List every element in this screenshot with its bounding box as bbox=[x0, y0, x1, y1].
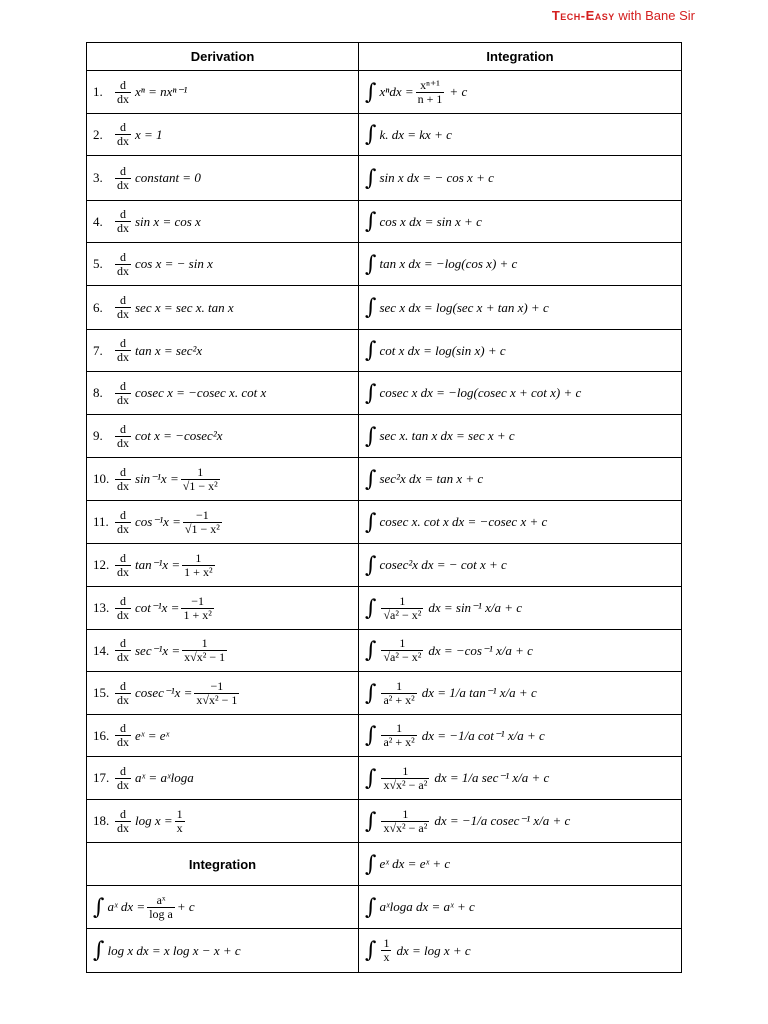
table-row bbox=[87, 715, 682, 757]
integral-fraction bbox=[381, 680, 416, 706]
derivative-expression: aˣ = aˣloga bbox=[135, 770, 194, 785]
integration-cell bbox=[359, 757, 682, 800]
integral-fraction-numerator: 1 bbox=[381, 680, 416, 694]
formula-table bbox=[86, 42, 682, 973]
derivative-expression: constant = 0 bbox=[135, 170, 201, 185]
row-number: 16. bbox=[93, 727, 110, 743]
integration-cell bbox=[359, 587, 682, 630]
derivative-operator bbox=[115, 595, 131, 621]
derivative-operator-numerator: d bbox=[115, 380, 131, 394]
integration-formula bbox=[365, 79, 681, 105]
integration-formula bbox=[365, 166, 681, 191]
derivative-operator-numerator: d bbox=[115, 765, 131, 779]
integral-fraction-denominator: x bbox=[383, 950, 390, 964]
brand-name: Tech-Easy bbox=[551, 8, 615, 23]
derivative-operator-denominator: dx bbox=[117, 91, 129, 106]
integral-result: dx = 1/a tan⁻¹ x/a + c bbox=[421, 685, 537, 700]
derivative-operator bbox=[115, 380, 131, 406]
integral-sign: ∫ bbox=[365, 894, 377, 920]
derivative-result-fraction-numerator: −1 bbox=[181, 595, 213, 609]
derivation-formula bbox=[93, 165, 358, 191]
table-header-row bbox=[87, 43, 682, 71]
derivation-cell bbox=[87, 156, 359, 201]
integration-header: Integration bbox=[359, 43, 682, 71]
table-row bbox=[87, 800, 682, 843]
integral-expression: aˣ dx = bbox=[107, 899, 146, 914]
derivative-result-fraction-denominator: √1 − x² bbox=[184, 521, 220, 536]
row-number: 7. bbox=[93, 342, 103, 358]
integral-sign: ∫ bbox=[365, 808, 377, 834]
integration-cell bbox=[359, 715, 682, 757]
derivation-cell bbox=[87, 458, 359, 501]
derivative-operator bbox=[115, 637, 131, 663]
integration-cell bbox=[359, 630, 682, 672]
integral-expression: cosec x dx = −log(cosec x + cot x) + c bbox=[379, 385, 582, 400]
formula-rows bbox=[87, 71, 682, 973]
integral-expression: cosec²x dx = − cot x + c bbox=[379, 557, 507, 572]
integral-fraction bbox=[381, 937, 391, 963]
integration-formula bbox=[365, 209, 681, 234]
table-row bbox=[87, 286, 682, 330]
integral-sign: ∫ bbox=[365, 295, 377, 320]
derivative-operator-numerator: d bbox=[115, 808, 131, 822]
integral-sign: ∫ bbox=[365, 122, 377, 147]
derivative-result-fraction bbox=[175, 808, 185, 834]
integral-fraction-denominator: √a² − x² bbox=[383, 650, 422, 664]
derivative-operator-denominator: dx bbox=[117, 564, 129, 579]
derivative-expression: cos x = − sin x bbox=[135, 256, 213, 271]
derivative-result-fraction bbox=[183, 509, 222, 535]
derivative-result-fraction bbox=[181, 466, 220, 492]
derivation-cell bbox=[87, 286, 359, 330]
integral-fraction bbox=[381, 637, 423, 663]
derivative-operator-denominator: dx bbox=[117, 478, 129, 493]
derivative-operator bbox=[115, 808, 131, 834]
integral-fraction-numerator: 1 bbox=[383, 936, 390, 951]
derivative-operator-denominator: dx bbox=[117, 263, 129, 278]
derivation-formula bbox=[93, 79, 358, 105]
derivative-operator-denominator: dx bbox=[117, 177, 129, 192]
integral-result: dx = −cos⁻¹ x/a + c bbox=[428, 642, 533, 658]
derivative-operator-numerator: d bbox=[115, 208, 131, 222]
derivative-operator-denominator: dx bbox=[117, 392, 129, 407]
integration-cell bbox=[359, 330, 682, 372]
table-row bbox=[87, 501, 682, 544]
integral-sign: ∫ bbox=[365, 165, 377, 191]
table-row bbox=[87, 672, 682, 715]
integral-result: dx = −1/a cosec⁻¹ x/a + c bbox=[434, 813, 571, 828]
integral-expression: eˣ dx = eˣ + c bbox=[379, 856, 451, 871]
derivative-operator-denominator: dx bbox=[117, 692, 129, 707]
row-number: 14. bbox=[93, 642, 110, 658]
integral-expression: sec x. tan x dx = sec x + c bbox=[379, 428, 515, 443]
integral-fraction-numerator: 1 bbox=[381, 808, 429, 822]
brand-tagline: with Bane Sir bbox=[618, 8, 695, 23]
derivation-cell bbox=[87, 672, 359, 715]
derivative-operator-numerator: d bbox=[115, 637, 131, 651]
derivation-cell bbox=[87, 757, 359, 800]
derivation-formula bbox=[93, 808, 358, 834]
integration-cell bbox=[359, 501, 682, 544]
derivation-cell bbox=[87, 501, 359, 544]
derivative-operator-numerator: d bbox=[115, 79, 131, 93]
derivation-cell bbox=[87, 372, 359, 415]
row-number: 5. bbox=[93, 256, 103, 271]
derivation-formula bbox=[93, 552, 358, 578]
derivative-result-fraction-numerator: 1 bbox=[181, 466, 220, 480]
derivative-expression: sin x = cos x bbox=[135, 213, 201, 229]
integral-fraction-denominator: x√x² − a² bbox=[383, 820, 428, 835]
row-number: 8. bbox=[93, 385, 103, 400]
table-row bbox=[87, 458, 682, 501]
derivative-operator-numerator: d bbox=[115, 294, 131, 308]
table-row bbox=[87, 843, 682, 886]
derivative-result-fraction bbox=[181, 595, 213, 621]
derivative-operator bbox=[115, 509, 131, 535]
derivative-operator-denominator: dx bbox=[117, 435, 129, 450]
integral-expression: cos x dx = sin x + c bbox=[379, 213, 482, 229]
derivative-operator-denominator: dx bbox=[117, 350, 129, 364]
derivative-result-fraction-denominator: 1 + x² bbox=[184, 564, 213, 579]
integration-cell bbox=[87, 886, 359, 929]
table-row bbox=[87, 71, 682, 114]
integration-cell bbox=[359, 201, 682, 243]
integration-formula bbox=[365, 295, 681, 320]
integral-fraction bbox=[416, 79, 445, 105]
derivation-formula bbox=[93, 637, 358, 663]
integration-cell bbox=[359, 458, 682, 501]
row-number: 18. bbox=[93, 813, 110, 828]
integral-fraction bbox=[381, 722, 416, 748]
table-row bbox=[87, 757, 682, 800]
derivation-cell bbox=[87, 71, 359, 114]
derivative-expression: tan x = sec²x bbox=[135, 342, 203, 358]
integration-formula bbox=[365, 381, 681, 406]
derivative-operator bbox=[115, 466, 131, 492]
derivative-operator bbox=[115, 251, 131, 277]
derivative-operator bbox=[115, 337, 131, 363]
integration-formula bbox=[365, 424, 681, 449]
table-row bbox=[87, 156, 682, 201]
derivative-operator-numerator: d bbox=[115, 595, 131, 609]
derivation-cell bbox=[87, 544, 359, 587]
integration-cell bbox=[359, 800, 682, 843]
table-row bbox=[87, 886, 682, 929]
integration-formula bbox=[365, 680, 681, 706]
derivative-expression: sec x = sec x. tan x bbox=[135, 299, 234, 315]
derivation-cell bbox=[87, 201, 359, 243]
derivative-operator-denominator: dx bbox=[117, 820, 129, 835]
derivative-operator bbox=[115, 722, 131, 748]
derivative-operator bbox=[115, 121, 131, 147]
table-row bbox=[87, 415, 682, 458]
derivation-cell bbox=[87, 715, 359, 757]
derivation-formula bbox=[93, 466, 358, 492]
row-number: 2. bbox=[93, 126, 103, 142]
integral-result: + c bbox=[449, 84, 468, 99]
integration-cell bbox=[359, 156, 682, 201]
integral-expression: cot x dx = log(sin x) + c bbox=[379, 342, 506, 358]
row-number: 9. bbox=[93, 428, 103, 443]
integration-cell bbox=[359, 672, 682, 715]
integral-sign: ∫ bbox=[365, 79, 377, 105]
integral-sign: ∫ bbox=[365, 638, 377, 663]
derivative-operator bbox=[115, 552, 131, 578]
integral-fraction-denominator: a² + x² bbox=[383, 735, 415, 749]
derivative-operator-numerator: d bbox=[115, 165, 131, 179]
integral-sign: ∫ bbox=[365, 338, 377, 363]
integral-sign: ∫ bbox=[365, 765, 377, 791]
integration-formula bbox=[365, 510, 681, 535]
derivation-cell bbox=[87, 630, 359, 672]
integral-sign: ∫ bbox=[365, 680, 377, 706]
derivative-operator-denominator: dx bbox=[117, 650, 129, 664]
table-row bbox=[87, 587, 682, 630]
integration-formula bbox=[365, 895, 681, 920]
derivative-result-fraction-denominator: x√x² − 1 bbox=[196, 692, 238, 707]
derivation-cell bbox=[87, 243, 359, 286]
derivation-cell bbox=[87, 800, 359, 843]
derivation-formula bbox=[93, 722, 358, 748]
derivative-operator-numerator: d bbox=[115, 466, 131, 480]
integral-result: dx = −1/a cot⁻¹ x/a + c bbox=[421, 727, 545, 743]
derivation-formula bbox=[93, 423, 358, 449]
derivative-operator-numerator: d bbox=[115, 251, 131, 265]
integral-fraction bbox=[381, 765, 429, 791]
derivative-operator bbox=[115, 765, 131, 791]
derivative-operator bbox=[115, 294, 131, 320]
row-number: 11. bbox=[93, 514, 109, 529]
derivative-result-fraction bbox=[194, 680, 239, 706]
derivation-formula bbox=[93, 251, 358, 277]
integration-formula bbox=[365, 252, 681, 277]
integration-cell bbox=[359, 886, 682, 929]
derivative-expression: cos⁻¹x = bbox=[135, 514, 181, 529]
integral-fraction-numerator: 1 bbox=[381, 722, 416, 736]
derivative-result-fraction bbox=[182, 552, 214, 578]
integral-fraction-numerator: xⁿ⁺¹ bbox=[416, 79, 445, 93]
derivative-operator-numerator: d bbox=[115, 722, 131, 736]
integral-result: dx = log x + c bbox=[396, 942, 471, 958]
integration-cell bbox=[359, 71, 682, 114]
row-number: 10. bbox=[93, 471, 110, 486]
derivation-formula bbox=[93, 294, 358, 320]
derivative-result-fraction-numerator: −1 bbox=[194, 680, 239, 694]
derivative-expression: cosec x = −cosec x. cot x bbox=[135, 385, 267, 400]
row-number: 17. bbox=[93, 770, 110, 785]
derivative-operator-denominator: dx bbox=[117, 134, 129, 148]
row-number: 15. bbox=[93, 685, 110, 700]
integral-fraction-denominator: √a² − x² bbox=[383, 607, 422, 622]
table-row bbox=[87, 544, 682, 587]
integration-cell bbox=[359, 544, 682, 587]
row-number: 4. bbox=[93, 213, 103, 229]
integration-cell bbox=[359, 114, 682, 156]
derivative-operator bbox=[115, 680, 131, 706]
integration-formula bbox=[365, 937, 681, 963]
integral-sign: ∫ bbox=[365, 723, 377, 748]
integration-formula bbox=[365, 637, 681, 663]
derivative-operator-numerator: d bbox=[115, 337, 131, 351]
integral-sign: ∫ bbox=[93, 938, 105, 963]
derivative-operator-numerator: d bbox=[115, 680, 131, 694]
integral-fraction-numerator: aˣ bbox=[147, 894, 175, 908]
derivative-result-fraction-denominator: x bbox=[176, 820, 183, 835]
integration-formula bbox=[365, 765, 681, 791]
derivation-formula bbox=[93, 595, 358, 621]
row-number: 12. bbox=[93, 557, 110, 572]
derivative-operator-numerator: d bbox=[115, 552, 131, 566]
derivative-result-fraction-numerator: 1 bbox=[176, 806, 183, 821]
derivative-operator-denominator: dx bbox=[117, 607, 129, 622]
derivative-result-fraction bbox=[182, 637, 227, 663]
integration-cell bbox=[359, 372, 682, 415]
integral-expression: log x dx = x log x − x + c bbox=[107, 942, 241, 958]
derivation-formula bbox=[93, 208, 358, 234]
derivation-formula bbox=[93, 680, 358, 706]
derivative-operator-denominator: dx bbox=[117, 307, 129, 321]
derivative-operator bbox=[115, 165, 131, 191]
integral-fraction bbox=[381, 808, 429, 834]
derivative-expression: log x = bbox=[135, 813, 173, 828]
integration-cell bbox=[359, 843, 682, 886]
integral-result: dx = sin⁻¹ x/a + c bbox=[428, 600, 522, 615]
integration-formula bbox=[365, 467, 681, 492]
table-row bbox=[87, 330, 682, 372]
integration-formula bbox=[365, 595, 681, 621]
integration-subheader: Integration bbox=[87, 843, 359, 886]
derivative-result-fraction-numerator: 1 bbox=[182, 637, 227, 651]
integral-sign: ∫ bbox=[365, 938, 377, 963]
derivative-expression: sin⁻¹x = bbox=[135, 471, 179, 486]
table-row bbox=[87, 243, 682, 286]
integral-fraction-denominator: log a bbox=[149, 906, 173, 921]
integral-fraction-numerator: 1 bbox=[381, 765, 429, 779]
derivative-result-fraction-denominator: x√x² − 1 bbox=[184, 650, 226, 664]
derivative-result-fraction-numerator: 1 bbox=[182, 552, 214, 566]
integration-formula bbox=[365, 852, 681, 877]
row-number: 6. bbox=[93, 299, 103, 315]
integration-formula bbox=[93, 938, 358, 963]
integration-cell bbox=[359, 929, 682, 973]
integral-expression: cosec x. cot x dx = −cosec x + c bbox=[379, 514, 548, 529]
integral-fraction-denominator: x√x² − a² bbox=[383, 777, 428, 792]
derivation-cell bbox=[87, 114, 359, 156]
integral-fraction bbox=[381, 595, 423, 621]
derivative-result-fraction-denominator: 1 + x² bbox=[183, 607, 212, 622]
derivative-operator bbox=[115, 423, 131, 449]
derivative-expression: cot⁻¹x = bbox=[135, 600, 180, 615]
derivation-formula bbox=[93, 380, 358, 406]
table-row bbox=[87, 114, 682, 156]
integral-sign: ∫ bbox=[365, 423, 377, 449]
integral-fraction-denominator: n + 1 bbox=[417, 91, 443, 106]
integration-cell bbox=[87, 929, 359, 973]
integration-cell bbox=[359, 243, 682, 286]
derivative-expression: x = 1 bbox=[135, 126, 163, 142]
table-row bbox=[87, 372, 682, 415]
table-row bbox=[87, 630, 682, 672]
derivative-expression: cot x = −cosec²x bbox=[135, 428, 223, 443]
derivative-result-fraction-numerator: −1 bbox=[183, 509, 222, 523]
derivative-result-fraction-denominator: √1 − x² bbox=[182, 478, 218, 493]
derivative-operator-denominator: dx bbox=[117, 521, 129, 536]
derivative-operator-denominator: dx bbox=[117, 221, 129, 235]
derivation-header: Derivation bbox=[87, 43, 359, 71]
integral-fraction-numerator: 1 bbox=[381, 637, 423, 651]
integral-sign: ∫ bbox=[365, 209, 377, 234]
derivative-expression: eˣ = eˣ bbox=[135, 727, 170, 743]
integral-fraction-denominator: a² + x² bbox=[383, 692, 415, 707]
integration-formula bbox=[365, 122, 681, 147]
integral-expression: k. dx = kx + c bbox=[379, 126, 452, 142]
integration-formula bbox=[93, 894, 358, 920]
integral-fraction bbox=[147, 894, 175, 920]
derivative-operator-denominator: dx bbox=[117, 735, 129, 749]
integral-sign: ∫ bbox=[365, 595, 377, 621]
integration-formula bbox=[365, 553, 681, 578]
integration-formula bbox=[365, 722, 681, 748]
derivative-expression: tan⁻¹x = bbox=[135, 557, 181, 572]
integral-result: + c bbox=[176, 899, 195, 914]
derivation-formula bbox=[93, 337, 358, 363]
row-number: 13. bbox=[93, 600, 110, 615]
integration-formula bbox=[365, 808, 681, 834]
derivation-cell bbox=[87, 330, 359, 372]
derivation-cell bbox=[87, 415, 359, 458]
derivation-cell bbox=[87, 587, 359, 630]
integral-expression: sec²x dx = tan x + c bbox=[379, 471, 484, 486]
derivation-formula bbox=[93, 121, 358, 147]
integration-cell bbox=[359, 286, 682, 330]
integral-expression: sec x dx = log(sec x + tan x) + c bbox=[379, 299, 549, 315]
integral-sign: ∫ bbox=[365, 251, 377, 277]
brand-header bbox=[552, 8, 695, 23]
integral-fraction-numerator: 1 bbox=[381, 595, 423, 609]
integral-sign: ∫ bbox=[365, 552, 377, 578]
integral-sign: ∫ bbox=[365, 851, 377, 877]
derivative-operator bbox=[115, 208, 131, 234]
integration-cell bbox=[359, 415, 682, 458]
derivative-expression: sec⁻¹x = bbox=[135, 642, 181, 658]
derivative-expression: xⁿ = nxⁿ⁻¹ bbox=[135, 84, 188, 99]
derivative-operator bbox=[115, 79, 131, 105]
table-row bbox=[87, 929, 682, 973]
derivative-operator-numerator: d bbox=[115, 509, 131, 523]
integral-result: dx = 1/a sec⁻¹ x/a + c bbox=[434, 770, 550, 785]
row-number: 1. bbox=[93, 84, 103, 99]
integral-expression: sin x dx = − cos x + c bbox=[379, 170, 494, 185]
integral-sign: ∫ bbox=[365, 509, 377, 535]
integral-sign: ∫ bbox=[365, 380, 377, 406]
derivation-formula bbox=[93, 765, 358, 791]
integral-sign: ∫ bbox=[365, 466, 377, 492]
derivative-expression: cosec⁻¹x = bbox=[135, 685, 193, 700]
derivation-formula bbox=[93, 509, 358, 535]
derivative-operator-denominator: dx bbox=[117, 777, 129, 792]
row-number: 3. bbox=[93, 170, 103, 185]
integration-formula bbox=[365, 338, 681, 363]
integral-sign: ∫ bbox=[93, 894, 105, 920]
integral-expression: tan x dx = −log(cos x) + c bbox=[379, 256, 518, 271]
table-row bbox=[87, 201, 682, 243]
integral-expression: aˣloga dx = aˣ + c bbox=[379, 899, 475, 914]
derivative-operator-numerator: d bbox=[115, 423, 131, 437]
derivative-operator-numerator: d bbox=[115, 121, 131, 135]
integral-expression: xⁿdx = bbox=[379, 84, 414, 99]
